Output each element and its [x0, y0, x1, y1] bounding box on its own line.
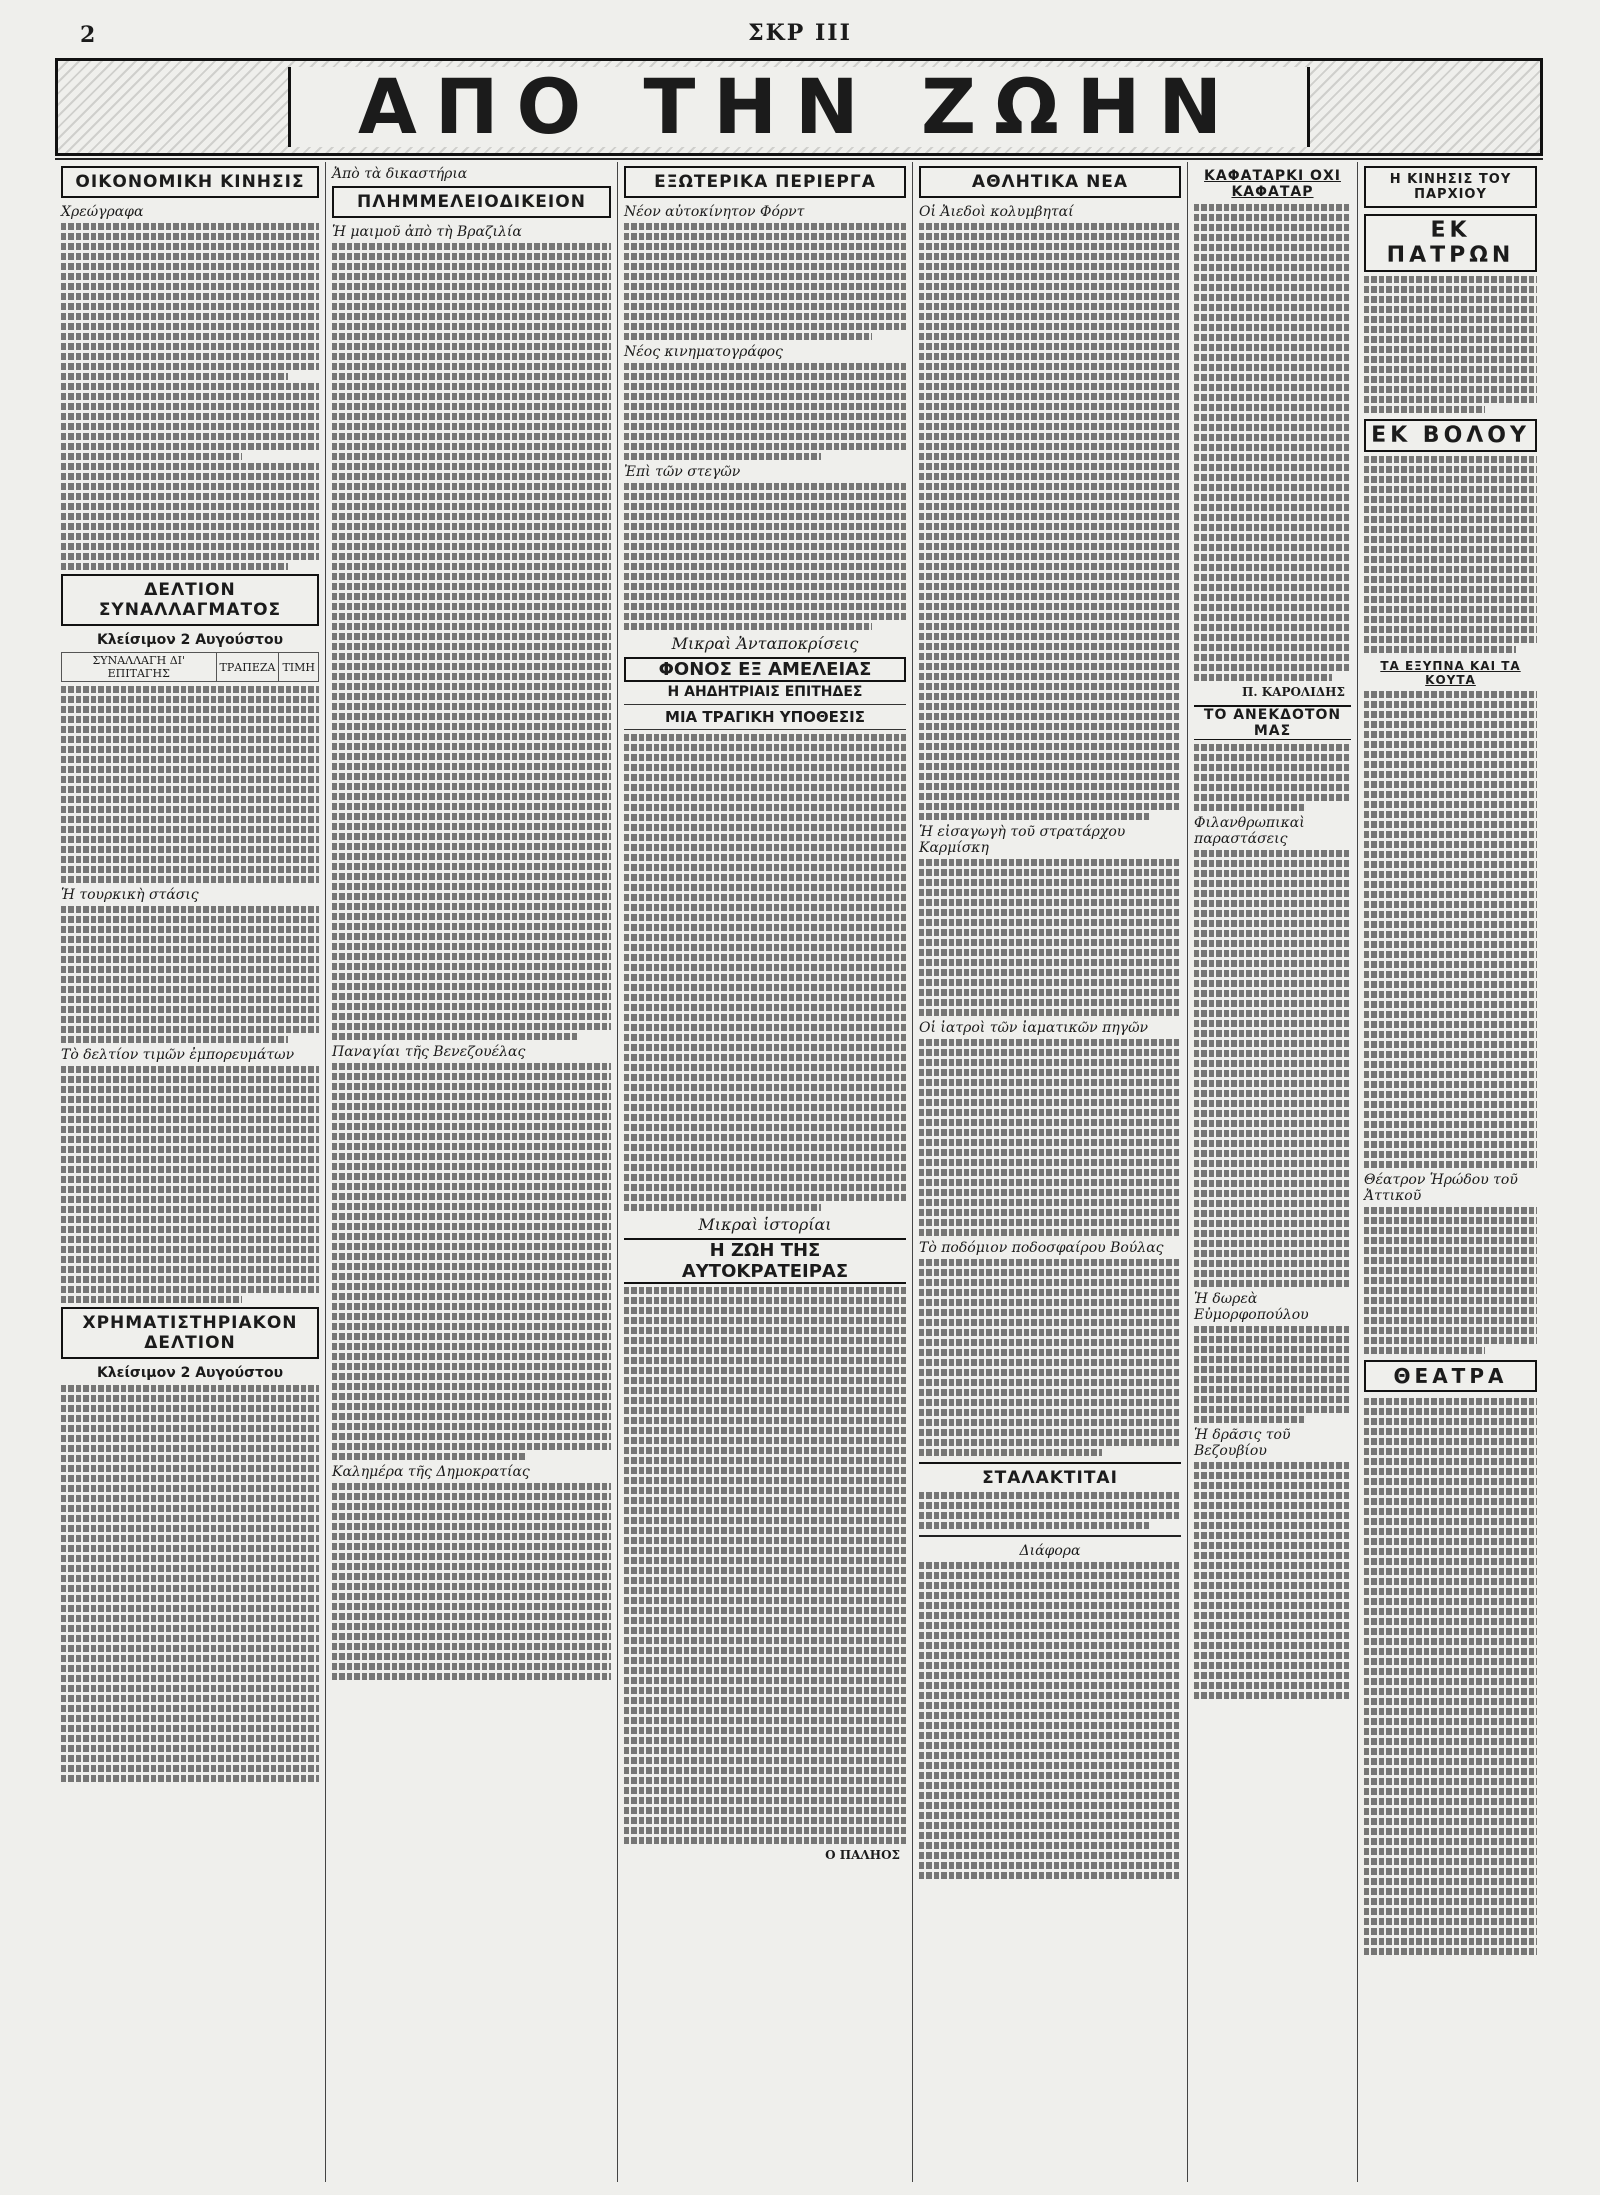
headline-murder: ΦΟΝΟΣ ΕΞ ΑΜΕΛΕΙΑΣ — [624, 657, 906, 682]
headline-murder-sub: Η ΑΗΔΗΤΡΙΑΙΣ ΕΠΙΤΗΔΕΣ — [667, 684, 863, 700]
economy-title: ΟΙΚΟΝΟΜΙΚΗ ΚΙΝΗΣΙΣ — [61, 166, 319, 198]
kafatar-text-5 — [1194, 1462, 1351, 1699]
theatres-heading: ΘΕΑΤΡΑ — [1364, 1360, 1537, 1392]
banner-rule — [55, 158, 1543, 160]
courts-sub-republic: Καλημέρα τῆς Δημοκρατίας — [332, 1464, 530, 1480]
headline-empress: Η ΖΩΗ ΤΗΣ ΑΥΤΟΚΡΑΤΕΙΡΑΣ — [624, 1238, 906, 1284]
sports-sub-swimmers: Οἱ Ἀιεδοὶ κολυμβηταί — [919, 204, 1074, 220]
section-banner — [55, 58, 1543, 156]
column-provinces — [1357, 162, 1543, 2182]
donation-heading: Ἡ δωρεὰ Εὐμορφοπούλου — [1194, 1291, 1309, 1323]
provinces-text-3 — [1364, 691, 1537, 1168]
courts-text-1 — [332, 243, 611, 1040]
page-header — [0, 0, 1600, 60]
exchange-table — [61, 652, 319, 682]
sports-text-3 — [919, 1039, 1181, 1236]
curiosities-text-2 — [624, 363, 906, 460]
column-sports — [912, 162, 1187, 2182]
courts-sub-venezuela: Παναγίαι τῆς Βενεζουέλας — [332, 1044, 526, 1060]
courts-kicker: Ἀπὸ τὰ δικαστήρια — [332, 166, 468, 182]
curiosities-signature: Ο ΠΑΛΗΟΣ — [825, 1848, 900, 1862]
stock-exchange-date: Κλείσιμον 2 Αυγούστου — [96, 1365, 284, 1381]
page-number: 2 — [80, 22, 96, 48]
anecdote-title: ΤΟ ΑΝΕΚΔΟΤΟΝ ΜΑΣ — [1194, 705, 1351, 740]
sports-sub-doctors: Οἱ ἰατροὶ τῶν ἰαματικῶν πηγῶν — [919, 1020, 1148, 1036]
provinces-text-5 — [1364, 1398, 1537, 1955]
courts-sub-monkey: Ἡ μαιμοῦ ἀπὸ τὴ Βραζιλία — [332, 224, 522, 240]
economy-sub-bonds: Χρεώγραφα — [61, 204, 144, 220]
provinces-text-4 — [1364, 1207, 1537, 1354]
curiosities-sub-stories: Μικραὶ ἱστορίαι — [698, 1215, 832, 1234]
curiosities-text-5 — [624, 1287, 906, 1844]
sports-stalactites: ΣΤΑΛΑΚΤΙΤΑΙ — [919, 1462, 1181, 1488]
provinces-title: Η ΚΙΝΗΣΙΣ ΤΟΥ ΠΑΡΧΙΟΥ — [1364, 166, 1537, 208]
column-economy — [55, 162, 325, 2182]
curiosities-sub-cinema: Νέος κινηματογράφος — [624, 344, 783, 360]
sports-text-6 — [919, 1562, 1181, 1879]
column-courts — [325, 162, 617, 2182]
economy-text-1 — [61, 223, 319, 570]
herodes-theatre-heading: Θέατρον Ἡρώδου τοῦ Ἀττικοῦ — [1364, 1172, 1518, 1204]
provinces-text-2 — [1364, 456, 1537, 653]
sports-title: ΑΘΛΗΤΙΚΑ ΝΕΑ — [919, 166, 1181, 198]
exchange-col-head: ΤΡΑΠΕΖΑ — [216, 653, 279, 682]
column-foreign-curiosities — [617, 162, 912, 2182]
sports-text-4 — [919, 1259, 1181, 1456]
turkish-stance-heading: Ἡ τουρκικὴ στάσις — [61, 887, 199, 903]
vesuvius-heading: Ἡ δρᾶσις τοῦ Βεζουβίου — [1194, 1427, 1291, 1459]
sports-sub-marshal: Ἡ εἰσαγωγὴ τοῦ στρατάρχου Καρμίσκη — [919, 824, 1126, 856]
charity-shows-heading: Φιλανθρωπικαὶ παραστάσεις — [1194, 815, 1305, 847]
exchange-table-title: ΔΕΛΤΙΟΝ ΣΥΝΑΛΛΑΓΜΑΤΟΣ — [61, 574, 319, 626]
patras-heading: ΕΚ ΠΑΤΡΩΝ — [1364, 214, 1537, 272]
sports-text-2 — [919, 859, 1181, 1016]
kafatar-text-4 — [1194, 1326, 1351, 1423]
kafatar-signature: Π. ΚΑΡΟΛΙΔΗΣ — [1242, 685, 1345, 699]
curiosities-sub-reports: Μικραὶ Ἀνταποκρίσεις — [671, 634, 859, 653]
headline-tragic: ΜΙΑ ΤΡΑΓΙΚΗ ΥΠΟΘΕΣΙΣ — [624, 704, 906, 730]
curiosities-text-4 — [624, 734, 906, 1211]
kafatar-text-2 — [1194, 744, 1351, 811]
economy-text-2 — [61, 906, 319, 1043]
curiosities-text-1 — [624, 223, 906, 340]
running-head: ΣΚΡ ΙΙΙ — [748, 20, 852, 46]
curiosities-text-3 — [624, 483, 906, 630]
courts-text-3 — [332, 1483, 611, 1680]
curiosities-sub-roofs: Ἐπὶ τῶν στεγῶν — [624, 464, 741, 480]
stock-exchange-rows — [61, 1385, 319, 1782]
commodity-prices-heading: Τὸ δελτίον τιμῶν ἐμπορευμάτων — [61, 1047, 295, 1063]
exchange-rows — [61, 686, 319, 883]
volos-heading: ΕΚ ΒΟΛΟΥ — [1364, 419, 1537, 452]
curiosities-title: ΕΞΩΤΕΡΙΚΑ ΠΕΡΙΕΡΓΑ — [624, 166, 906, 198]
column-kafatar — [1187, 162, 1357, 2182]
smart-and-dumb-heading: ΤΑ ΕΞΥΠΝΑ ΚΑΙ ΤΑ ΚΟΥΤΑ — [1380, 659, 1521, 687]
sports-text-1 — [919, 223, 1181, 820]
kafatar-title: ΚΑΦΑΤΑΡΚΙ ΟΧΙ ΚΑΦΑΤΑΡ — [1204, 168, 1341, 200]
sports-divider — [919, 1535, 1181, 1537]
stock-exchange-title: ΧΡΗΜΑΤΙΣΤΗΡΙΑΚΟΝ ΔΕΛΤΙΟΝ — [61, 1307, 319, 1359]
exchange-col-head: ΣΥΝΑΛΛΑΓΗ ΔΙ' ΕΠΙΤΑΓΗΣ — [62, 653, 217, 682]
sports-text-5 — [919, 1492, 1181, 1529]
provinces-text-1 — [1364, 276, 1537, 413]
curiosities-sub-ford: Νέον αὐτοκίνητον Φόρντ — [624, 204, 805, 220]
courts-text-2 — [332, 1063, 611, 1460]
kafatar-text-1 — [1194, 204, 1351, 681]
economy-text-3 — [61, 1066, 319, 1303]
sports-sub-football: Τὸ ποδόμιον ποδοσφαίρου Βούλας — [919, 1240, 1164, 1256]
kafatar-text-3 — [1194, 850, 1351, 1287]
courts-title: ΠΛΗΜΜΕΛΕΙΟΔΙΚΕΙΟΝ — [332, 186, 611, 218]
banner-title: ΑΠΟ ΤΗΝ ΖΩΗΝ — [358, 62, 1240, 151]
sports-sub-misc: Διάφορα — [1019, 1543, 1081, 1559]
exchange-table-date: Κλείσιμον 2 Αυγούστου — [96, 632, 284, 648]
exchange-col-head: ΤΙΜΗ — [279, 653, 319, 682]
banner-inner — [288, 62, 1310, 151]
